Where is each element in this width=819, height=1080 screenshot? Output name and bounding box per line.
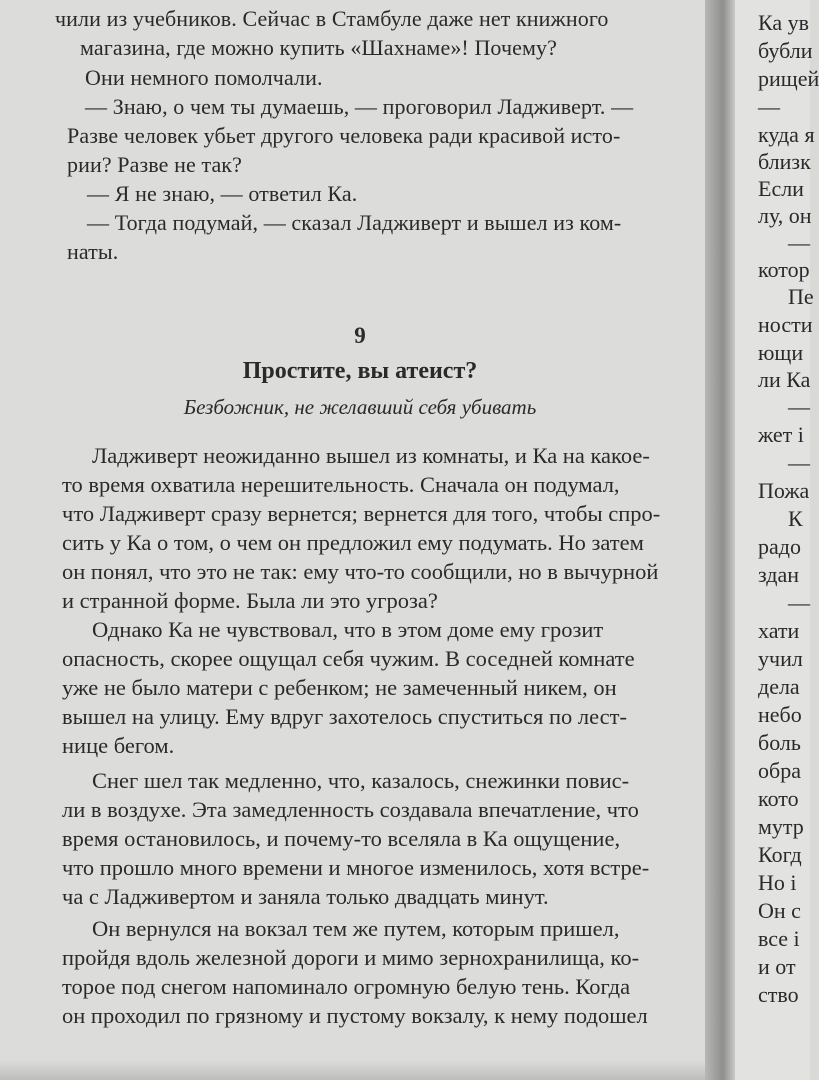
text-line: Однако Ка не чувствовал, что в этом доме ему грозит <box>92 617 604 642</box>
text-line: мутр <box>758 814 804 839</box>
text-line: он понял, что это не так: ему что-то сообщили, но в вычурной <box>62 559 659 584</box>
text-line: пройдя вдоль железной дороги и мимо зернохранилища, ко- <box>62 945 640 970</box>
text-line: ности <box>758 312 813 337</box>
text-line: наты. <box>67 239 119 264</box>
text-line: ство <box>758 982 799 1007</box>
text-line: ча с Ладживертом и заняла только двадцать минут. <box>62 884 549 909</box>
text-line: — <box>758 94 780 119</box>
text-line: Пожа <box>758 478 810 503</box>
text-line: учил <box>758 646 803 671</box>
text-line: радо <box>758 534 801 559</box>
text-line: здан <box>758 562 800 587</box>
text-line: — <box>788 394 810 419</box>
text-line: — Тогда подумай, — сказал Ладживерт и вышел из ком- <box>87 210 622 235</box>
text-line: — <box>788 450 810 475</box>
text-line: хати <box>758 618 800 643</box>
text-line: и от <box>758 954 796 979</box>
top-text-block <box>55 4 665 266</box>
page-shadow <box>0 1060 705 1080</box>
text-line: Когд <box>758 842 802 867</box>
text-line: Но і <box>758 870 797 895</box>
chapter-subtitle: Безбожник, не желавший себя убивать <box>183 395 537 419</box>
book-gutter <box>705 0 735 1080</box>
text-line: — Я не знаю, — ответил Ка. <box>87 181 358 206</box>
text-line: уже не было матери с ребенком; не замеченный никем, он <box>62 675 617 700</box>
text-line: котор <box>758 257 810 282</box>
text-line: ющи <box>758 340 804 365</box>
text-line: Ладживерт неожиданно вышел из комнаты, и Ка на какое- <box>92 443 650 468</box>
text-line: К <box>788 506 803 531</box>
text-line: он проходил по грязному и пустому вокзалу, к нему подошел <box>62 1003 648 1028</box>
text-line: кото <box>758 786 799 811</box>
text-line: все і <box>758 926 800 951</box>
text-line: небо <box>758 702 802 727</box>
text-line: близк <box>758 149 811 174</box>
text-line: дела <box>758 674 800 699</box>
text-line: ли в воздухе. Эта замедленность создавала впечатление, что <box>62 797 639 822</box>
text-line: Если <box>758 176 804 201</box>
text-line: Пе <box>788 284 814 309</box>
text-line: Ка ув <box>758 10 810 35</box>
text-line: сить у Ка о том, о чем он предложил ему подумать. Но затем <box>62 530 644 555</box>
text-line: время остановилось, и почему-то вселяла в Ка ощущение, <box>62 826 621 851</box>
text-line: опасность, скорее ощущал себя чужим. В соседней комнате <box>62 646 635 671</box>
text-line: Он вернулся на вокзал тем же путем, которым пришел, <box>92 916 620 941</box>
text-line: — Знаю, о чем ты думаешь, — проговорил Ладживерт. — <box>85 94 634 119</box>
text-line: то время охватила нерешительность. Сначала он подумал, <box>62 472 620 497</box>
text-line: что Ладживерт сразу вернется; вернется для того, чтобы спро- <box>62 501 661 526</box>
text-line: Он с <box>758 898 801 923</box>
text-line: ли Ка <box>758 367 811 392</box>
text-line: боль <box>758 730 801 755</box>
text-line: чили из учебников. Сейчас в Стамбуле даже нет книжного <box>55 6 609 31</box>
text-line: жет і <box>758 422 804 447</box>
text-line: и странной форме. Была ли это угроза? <box>62 588 438 613</box>
text-line: Снег шел так медленно, что, казалось, снежинки повис- <box>92 768 630 793</box>
text-line: торое под снегом напоминало огромную белую тень. Когда <box>62 974 631 999</box>
text-line: лу, он <box>758 203 812 228</box>
text-line: — <box>788 230 810 255</box>
text-line: — <box>788 590 810 615</box>
text-line: бубли <box>758 38 813 63</box>
chapter-title: Простите, вы атеист? <box>242 358 478 384</box>
text-line: рищей <box>758 66 819 91</box>
text-line: магазина, где можно купить «Шахнаме»! Почему? <box>80 35 557 60</box>
text-line: Они немного помолчали. <box>85 65 323 90</box>
text-line: нице бегом. <box>62 733 175 758</box>
chapter-body <box>62 442 662 1031</box>
chapter-number: 9 <box>354 323 366 348</box>
text-line: куда я <box>758 122 815 147</box>
text-line: обра <box>758 758 801 783</box>
text-line: Разве человек убьет другого человека ради красивой исто- <box>67 123 621 148</box>
text-line: вышел на улицу. Ему вдруг захотелось спуститься по лест- <box>62 704 627 729</box>
text-line: рии? Разве не так? <box>67 152 242 177</box>
text-line: что прошло много времени и многое изменилось, хотя встре- <box>62 855 650 880</box>
